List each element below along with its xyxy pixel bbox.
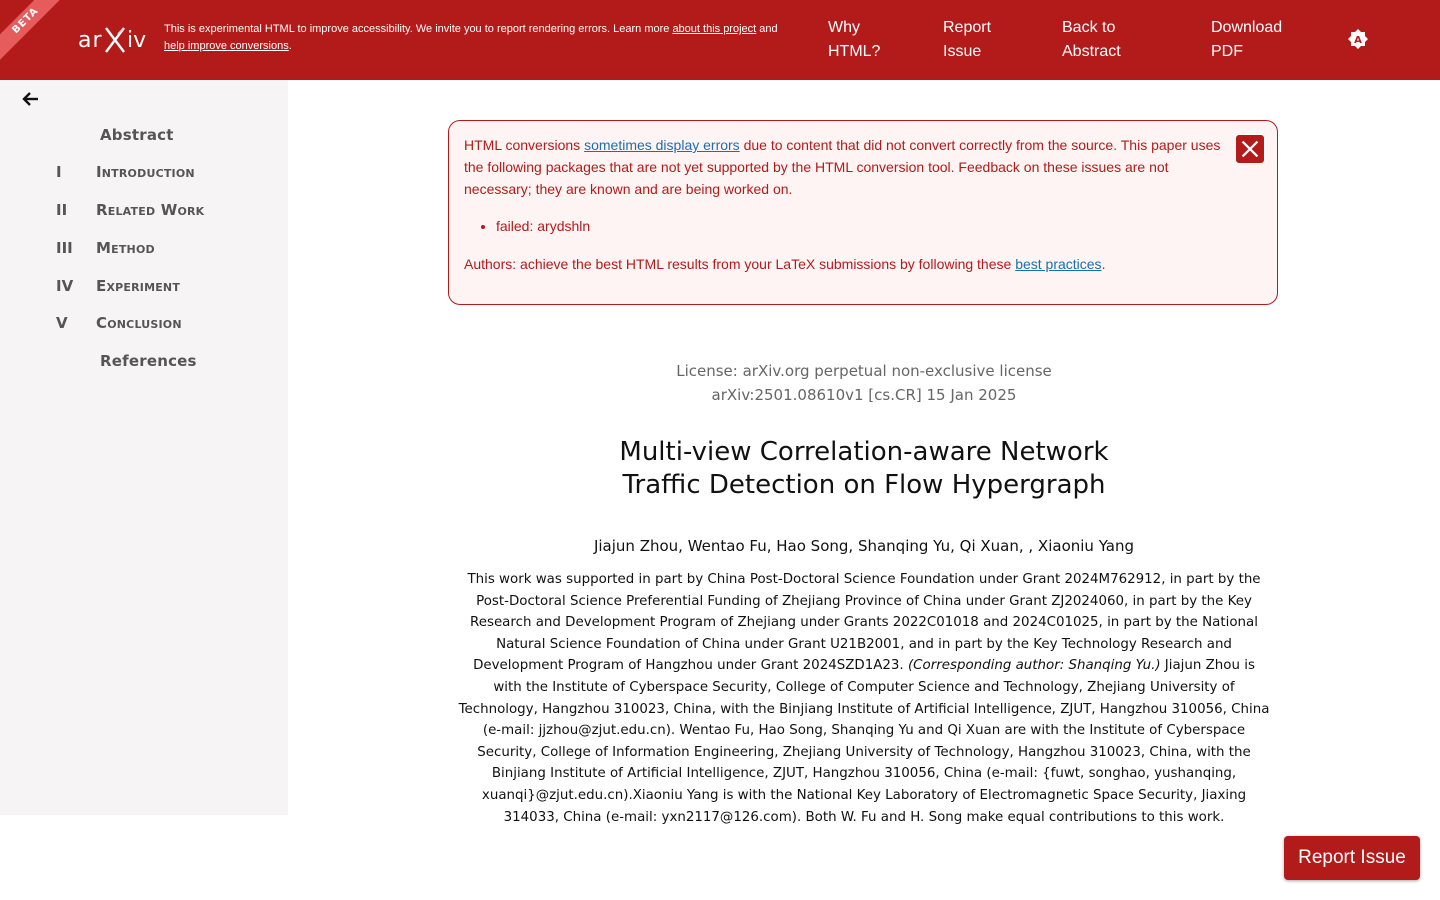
close-icon[interactable] [1235,134,1265,164]
footnote-text: This work was supported in part by China Post-Doctoral Science Foundation under Grant 2024M762912, in part by the Post-Doctoral Science Preferential Funding of Zhejiang Province of China under Grant ZJ2024060, in part by the Key Research and Development Program of Zhejiang under Grants 2022C01018 and 2024C01025, in part by the National Natural Science Foundation of China under Grant U21B2001, and in part by the Key Technology Research and Development Program of Hangzhou under Grant 2024SZD1A23. [467,572,1261,674]
toc-item-conclusion[interactable] [0,314,288,336]
toc-label: Method [96,239,155,257]
nav-line: Back to [1062,19,1116,36]
nav-line: PDF [1211,43,1243,60]
beta-ribbon [0,0,60,60]
authors-advice [464,253,1244,275]
arrow-left-icon[interactable] [20,88,42,110]
error-text: due to content that did not convert correctly from the source. This paper uses the following packages that are not yet supported by the HTML conversion tool. Feedback on these issues are not necessary; they are known and are being worked on. [464,137,1221,197]
back-to-abstract-link[interactable] [1062,16,1121,64]
svg-text:ar: ar [78,28,103,53]
nav-line: Issue [943,43,982,60]
author-footnote [458,569,1270,828]
title-line: Multi-view Correlation-aware Network [619,437,1109,467]
table-of-contents-sidebar [0,80,288,815]
license-block [448,359,1280,407]
footnote-text: Jiajun Zhou is with the Institute of Cyberspace Security, College of Computer Science and Technology, Zhejiang University of Technology, Hangzhou 310023, China, with the Binjiang Institute of Artificial Intelligence, ZJUT, Hangzhou 310056, China (e-mail: jjzhou@zjut.edu.cn). Wentao Fu, Hao Song, Shanqing Yu and Qi Xuan are with the Institute of Cyberspace Security, College of Information Engineering, Zhejiang University of Technology, Hangzhou 310023, China, with the Binjiang Institute of Artificial Intelligence, ZJUT, Hangzhou 310056, China (e-mail: {fuwt, songhao, yushanqing, xuanqi}@zjut.edu.cn).Xiaoniu Yang is with the National Key Laboratory of Electromagnetic Space Security, Jiaxing 314033, China (e-mail: yxn2117@126.com). Both W. Fu and H. Song make equal contributions to this work. [458,658,1270,825]
conversion-error-notice [448,120,1278,305]
toc-item-introduction[interactable] [0,163,288,185]
notice-text: This is experimental HTML to improve accessibility. We invite you to report rendering errors. Learn more [164,23,673,35]
download-pdf-link[interactable] [1211,16,1282,64]
toc-label: Abstract [100,126,174,144]
notice-text-end: . [288,40,292,52]
beta-label: BETA [0,0,60,60]
toc-item-references[interactable] [0,352,288,374]
nav-line: Download [1211,19,1283,36]
report-issue-link[interactable] [943,16,991,64]
toc-item-abstract[interactable] [0,126,288,148]
corresponding-author-note: (Corresponding author: Shanqing Yu.) [907,658,1161,674]
paper-title [448,436,1280,502]
title-line: Traffic Detection on Flow Hypergraph [622,470,1106,500]
svg-text:iv: iv [127,28,147,53]
theme-toggle-icon[interactable] [1346,27,1370,51]
toc-label: References [100,352,197,370]
nav-line: HTML? [828,43,881,60]
toc-label: Conclusion [96,314,182,332]
nav-line: Report [943,19,992,36]
help-improve-link[interactable]: help improve conversions [164,40,289,52]
toc-label: Introduction [96,163,195,181]
notice-text-mid: and [756,23,778,35]
about-project-link[interactable]: about this project [672,23,757,35]
paper-authors: Jiajun Zhou, Wentao Fu, Hao Song, Shanqing Yu, Qi Xuan, , Xiaoniu Yang [593,537,1135,555]
toc-number: I [56,163,62,181]
sometimes-display-errors-link[interactable]: sometimes display errors [584,137,740,153]
error-text: HTML conversions [464,137,585,153]
toc-number: III [56,239,73,257]
toc-label: Related Work [96,201,205,219]
toc-number: II [56,201,68,219]
svg-text:A: A [1354,35,1362,46]
top-banner [0,0,1440,80]
experimental-notice [164,21,814,55]
toc-item-experiment[interactable] [0,277,288,299]
failed-packages-list [481,215,590,237]
best-practices-link[interactable]: best practices [1015,256,1102,272]
toc-label: Experiment [96,277,181,295]
nav-line: Abstract [1062,43,1121,60]
arxiv-identifier: arXiv:2501.08610v1 [cs.CR] 15 Jan 2025 [711,386,1017,404]
report-issue-button[interactable]: Report Issue [1284,836,1420,880]
arxiv-logo[interactable] [78,24,152,56]
toc-item-method[interactable] [0,239,288,261]
failed-package-item: • failed: arydshln [496,215,590,237]
toc-number: V [56,314,68,332]
toc-item-related-work[interactable] [0,201,288,223]
error-message [464,134,1224,200]
why-html-link[interactable] [828,16,880,64]
advice-text: Authors: achieve the best HTML results from your LaTeX submissions by following these [464,256,1016,272]
license-text: License: arXiv.org perpetual non-exclusive license [676,362,1052,380]
toc-number: IV [56,277,74,295]
advice-text-end: . [1101,256,1106,272]
nav-line: Why [828,19,860,36]
